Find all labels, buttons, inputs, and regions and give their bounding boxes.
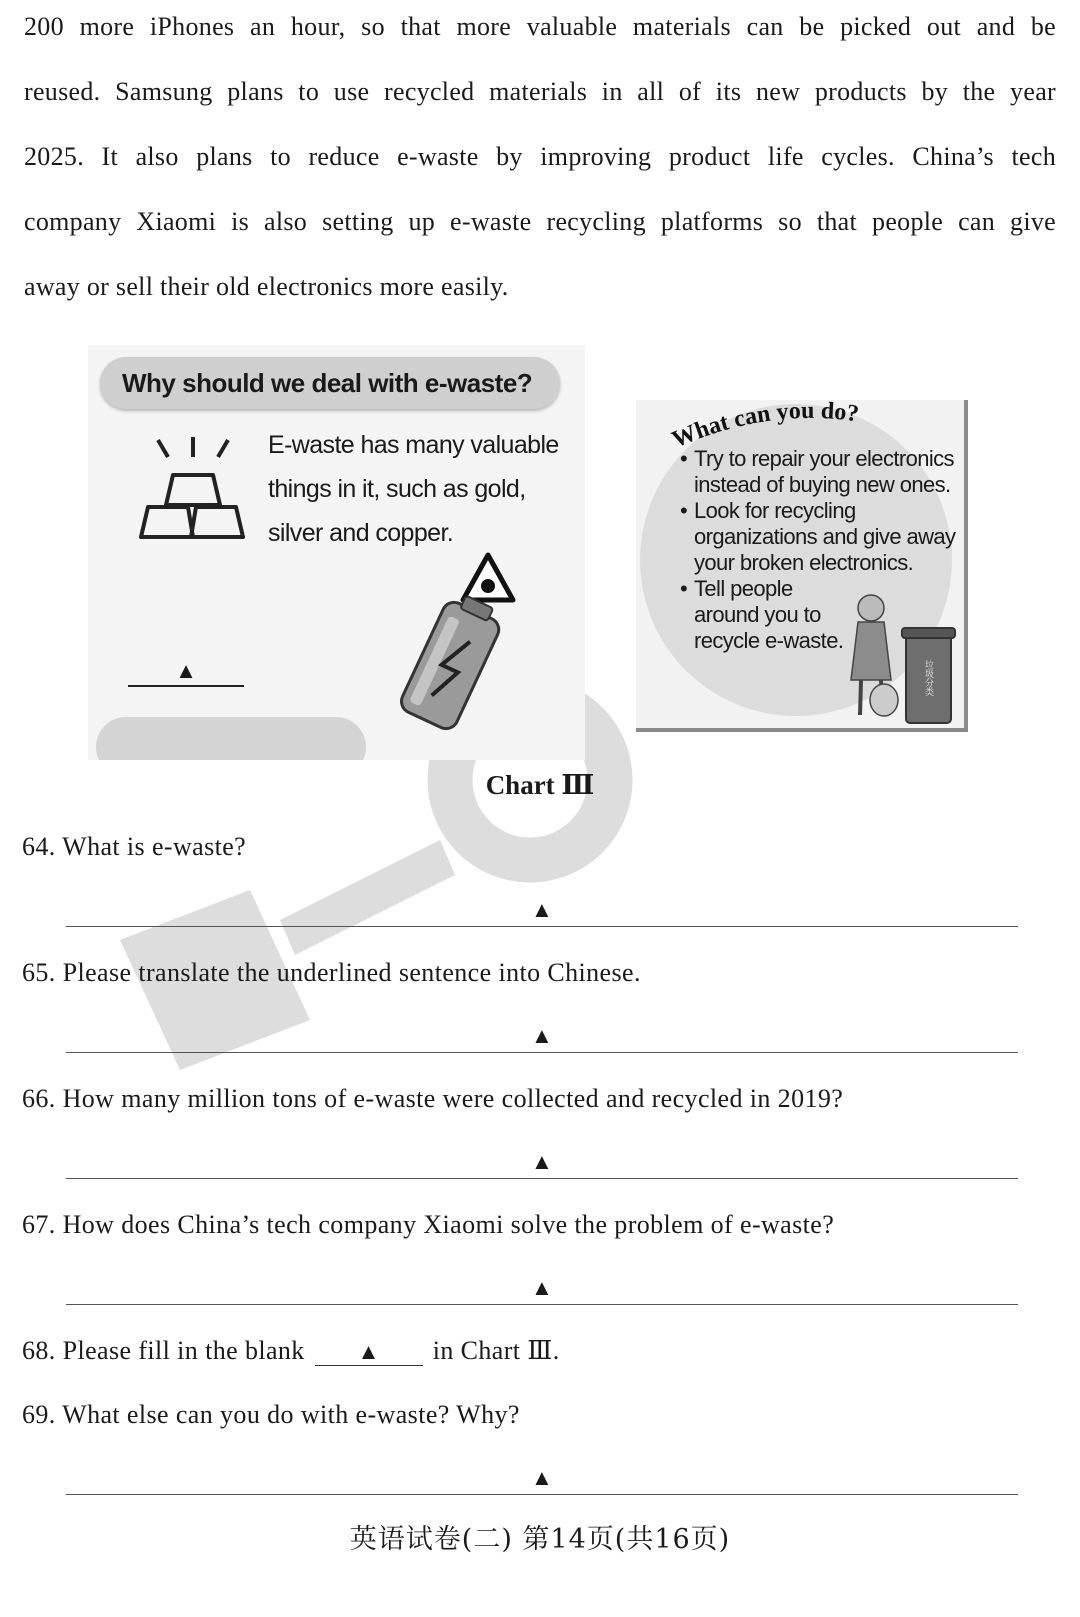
tip-text: Tell people around you to recycle e-waste. [694,576,844,653]
answer-line-64[interactable] [66,896,1018,927]
tip-item: • Tell people around you to recycle e-waste. [680,576,844,653]
tip-item: • Try to repair your electronics instead of buying new ones. [680,446,968,498]
question-69: 69. What else can you do with e-waste? Why? [22,1400,520,1429]
answer-mark: ▲ [531,1275,553,1300]
answer-line-66[interactable] [66,1148,1018,1179]
passage-line-5: away or sell their old electronics more easily. [24,272,509,301]
passage-line-1: 200 more iPhones an hour, so that more valuable materials can be picked out and be [24,12,1056,41]
answer-line-65[interactable] [66,1022,1018,1053]
passage-line-2: reused. Samsung plans to use recycled materials in all of its new products by the year [24,77,1056,106]
answer-mark: ▲ [531,1023,553,1048]
left-panel-text: E-waste has many valuable things in it, such as gold, silver and copper. [268,431,559,547]
chart-blank[interactable]: ▲ [128,657,244,687]
question-68-suffix: in Chart Ⅲ. [432,1336,560,1365]
answer-mark: ▲ [531,1465,553,1490]
inline-blank[interactable]: ▲ [315,1339,423,1366]
girl-recycling-illustration [836,590,966,730]
question-64: 64. What is e-waste? [22,832,247,861]
passage-line-3: 2025. It also plans to reduce e-waste by improving product life cycles. China’s tech [24,142,1056,171]
bin-label: 垃圾分类 [923,660,933,696]
question-67: 67. How does China’s tech company Xiaomi solve the problem of e-waste? [22,1210,835,1239]
question-66: 66. How many million tons of e-waste were collected and recycled in 2019? [22,1084,844,1113]
tip-text: Try to repair your electronics instead of buying new ones. [694,446,954,497]
question-68-text: 68. Please fill in the blank [22,1336,305,1365]
left-panel-title: Why should we deal with e-waste? [100,357,560,409]
chart-label: Chart Ⅲ [485,770,595,800]
answer-mark: ▲ [531,1149,553,1174]
svg-text:What can you do?: What can you do? [668,400,861,454]
passage-paragraph [24,14,1056,339]
tip-text: Look for recycling organizations and give away your broken electronics. [694,498,956,575]
tip-item: • Look for recycling organizations and give away your broken electronics. [680,498,968,576]
answer-mark: ▲ [531,897,553,922]
question-68 [22,1336,560,1366]
gold-bars-icon [138,435,248,545]
answer-line-69[interactable] [66,1464,1018,1495]
passage-line-4: company Xiaomi is also setting up e-waste recycling platforms so that people can give [24,207,1056,236]
battery-hazard-icon [388,550,528,740]
page-footer: 英语试卷(二) 第14页(共16页) [349,1524,731,1555]
chart-left-panel [88,345,585,760]
chart-right-panel [636,400,968,732]
question-65: 65. Please translate the underlined sentence into Chinese. [22,958,641,987]
left-panel-next-pill [96,717,366,760]
answer-line-67[interactable] [66,1274,1018,1305]
